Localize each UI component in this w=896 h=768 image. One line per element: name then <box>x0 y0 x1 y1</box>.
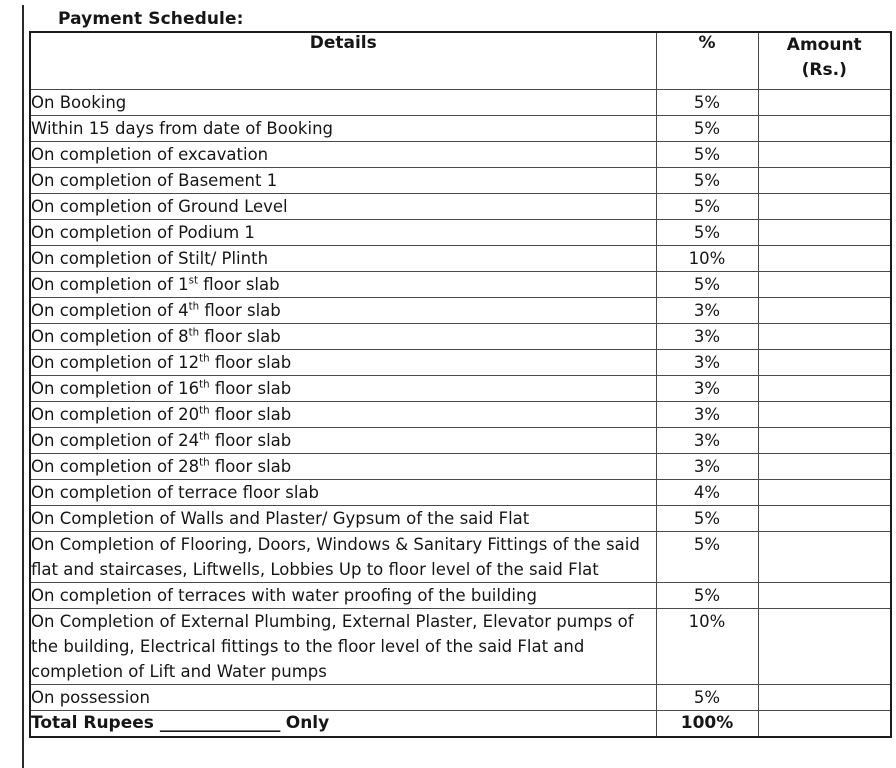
table-header <box>30 32 891 90</box>
cell-amount[interactable] <box>758 116 891 142</box>
cell-amount[interactable] <box>758 376 891 402</box>
ordinal-suffix: th <box>199 457 210 469</box>
cell-details: On completion of 16th floor slab <box>30 376 656 402</box>
amount-value <box>759 583 891 606</box>
cell-percent: 5% <box>656 116 758 142</box>
cell-details: On Completion of External Plumbing, External Plaster, Elevator pumps of the building, Electrical fittings to the floor level of the said Flat and completion of Lift and Water pumps <box>30 609 656 685</box>
ordinal-suffix: th <box>199 379 210 391</box>
table-row <box>30 272 891 298</box>
table-row <box>30 298 891 324</box>
ordinal-suffix: th <box>199 405 210 417</box>
table-row <box>30 480 891 506</box>
cell-percent: 3% <box>656 376 758 402</box>
cell-percent: 4% <box>656 480 758 506</box>
cell-amount[interactable] <box>758 90 891 116</box>
table-row <box>30 246 891 272</box>
cell-percent: 5% <box>656 506 758 532</box>
cell-percent: 3% <box>656 350 758 376</box>
amount-value <box>759 506 891 529</box>
cell-details: On completion of Stilt/ Plinth <box>30 246 656 272</box>
cell-percent: 3% <box>656 454 758 480</box>
cell-amount[interactable] <box>758 480 891 506</box>
cell-percent: 5% <box>656 90 758 116</box>
table-total-row <box>30 711 891 738</box>
table-row <box>30 376 891 402</box>
table-row <box>30 220 891 246</box>
payment-schedule-table <box>29 31 892 738</box>
cell-amount[interactable] <box>758 272 891 298</box>
amount-value <box>759 376 891 399</box>
ordinal-suffix: th <box>188 327 200 339</box>
cell-amount[interactable] <box>758 583 891 609</box>
amount-value <box>759 609 891 632</box>
cell-details: On completion of 28th floor slab <box>30 454 656 480</box>
cell-amount[interactable] <box>758 609 891 685</box>
cell-percent: 10% <box>656 609 758 685</box>
cell-amount[interactable] <box>758 168 891 194</box>
cell-details: On completion of 24th floor slab <box>30 428 656 454</box>
amount-value <box>759 90 891 113</box>
total-amount-blank-field[interactable]: _______________ <box>159 713 280 733</box>
cell-details: On completion of terraces with water proofing of the building <box>30 583 656 609</box>
cell-details: On possession <box>30 685 656 711</box>
amount-value <box>759 685 891 708</box>
table-row <box>30 532 891 583</box>
cell-percent: 5% <box>656 272 758 298</box>
cell-amount[interactable] <box>758 428 891 454</box>
cell-details: On completion of 8th floor slab <box>30 324 656 350</box>
amount-value <box>759 298 891 321</box>
table-row <box>30 454 891 480</box>
table-body <box>30 90 891 738</box>
cell-amount[interactable] <box>758 220 891 246</box>
amount-value <box>759 220 891 243</box>
table-row <box>30 685 891 711</box>
cell-percent: 3% <box>656 402 758 428</box>
page-left-border-rule <box>22 5 24 768</box>
total-amount-cell[interactable] <box>758 711 891 738</box>
cell-amount[interactable] <box>758 324 891 350</box>
cell-details: On completion of excavation <box>30 142 656 168</box>
column-header-amount <box>758 32 891 90</box>
amount-value <box>759 246 891 269</box>
amount-value <box>759 168 891 191</box>
cell-amount[interactable] <box>758 298 891 324</box>
cell-percent: 5% <box>656 220 758 246</box>
table-row <box>30 402 891 428</box>
cell-details: On Completion of Flooring, Doors, Windows & Sanitary Fittings of the said flat and staircases, Liftwells, Lobbies Up to floor level of the said Flat <box>30 532 656 583</box>
amount-value <box>759 454 891 477</box>
cell-amount[interactable] <box>758 194 891 220</box>
amount-value <box>759 428 891 451</box>
table-row <box>30 324 891 350</box>
column-header-details: Details <box>30 32 656 90</box>
amount-value <box>759 402 891 425</box>
page-title: Payment Schedule: <box>58 9 244 29</box>
cell-details: On completion of 20th floor slab <box>30 402 656 428</box>
total-amount-value <box>759 711 891 734</box>
cell-percent: 5% <box>656 194 758 220</box>
amount-value <box>759 272 891 295</box>
ordinal-suffix: th <box>188 301 200 313</box>
amount-value <box>759 324 891 347</box>
column-header-percent: % <box>656 32 758 90</box>
table-row <box>30 168 891 194</box>
cell-details: On completion of terrace floor slab <box>30 480 656 506</box>
cell-amount[interactable] <box>758 246 891 272</box>
table-row <box>30 142 891 168</box>
cell-percent: 3% <box>656 428 758 454</box>
cell-percent: 5% <box>656 532 758 583</box>
table-row <box>30 609 891 685</box>
total-label: Total Rupees _______________ Only <box>30 711 656 738</box>
amount-value <box>759 532 891 555</box>
table-row <box>30 583 891 609</box>
cell-details: On Completion of Walls and Plaster/ Gypsum of the said Flat <box>30 506 656 532</box>
amount-value <box>759 142 891 165</box>
total-percent: 100% <box>656 711 758 738</box>
cell-percent: 5% <box>656 142 758 168</box>
amount-value <box>759 116 891 139</box>
cell-details: On completion of 12th floor slab <box>30 350 656 376</box>
amount-value <box>759 480 891 503</box>
cell-percent: 3% <box>656 298 758 324</box>
cell-percent: 5% <box>656 685 758 711</box>
ordinal-suffix: th <box>199 431 210 443</box>
cell-amount[interactable] <box>758 350 891 376</box>
table-header-row <box>30 32 891 90</box>
column-header-amount-line2: (Rs.) <box>801 59 847 80</box>
table-row <box>30 428 891 454</box>
cell-amount[interactable] <box>758 142 891 168</box>
amount-value <box>759 194 891 217</box>
cell-details: On completion of 1st floor slab <box>30 272 656 298</box>
cell-percent: 5% <box>656 168 758 194</box>
cell-amount[interactable] <box>758 402 891 428</box>
table-row <box>30 116 891 142</box>
cell-percent: 5% <box>656 583 758 609</box>
cell-percent: 3% <box>656 324 758 350</box>
cell-details: On completion of Basement 1 <box>30 168 656 194</box>
table-row <box>30 194 891 220</box>
table-row <box>30 350 891 376</box>
table-row <box>30 90 891 116</box>
amount-value <box>759 350 891 373</box>
column-header-amount-line1: Amount <box>786 35 862 55</box>
cell-amount[interactable] <box>758 532 891 583</box>
cell-details: On Booking <box>30 90 656 116</box>
ordinal-suffix: st <box>188 275 198 287</box>
cell-details: On completion of Ground Level <box>30 194 656 220</box>
cell-amount[interactable] <box>758 506 891 532</box>
table-row <box>30 506 891 532</box>
cell-details: On completion of Podium 1 <box>30 220 656 246</box>
cell-amount[interactable] <box>758 685 891 711</box>
cell-amount[interactable] <box>758 454 891 480</box>
cell-percent: 10% <box>656 246 758 272</box>
ordinal-suffix: th <box>199 353 210 365</box>
cell-details: Within 15 days from date of Booking <box>30 116 656 142</box>
cell-details: On completion of 4th floor slab <box>30 298 656 324</box>
